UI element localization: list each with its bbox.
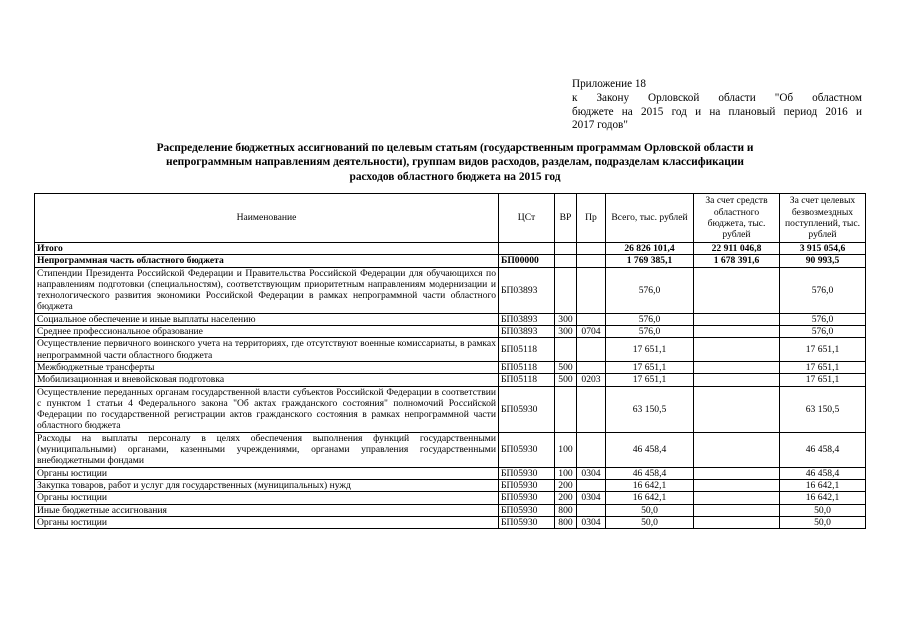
row-name: Стипендии Президента Российской Федерации и Правительства Российской Федерации для обучающихся по направлениям подготовки (специальностям), соответствующим приоритетным направлениям модернизации и технологического развития экономики Российской Федерации в рамках непрограммной части областного бюджета bbox=[35, 267, 499, 313]
row-name: Межбюджетные трансферты bbox=[35, 361, 499, 373]
row-pr bbox=[577, 361, 606, 373]
row-regional: 22 911 046,8 bbox=[694, 243, 780, 255]
row-cst: БП00000 bbox=[499, 255, 555, 267]
row-total: 17 651,1 bbox=[606, 361, 694, 373]
row-cst bbox=[499, 243, 555, 255]
row-regional bbox=[694, 326, 780, 338]
row-regional bbox=[694, 386, 780, 432]
row-targeted: 90 993,5 bbox=[780, 255, 866, 267]
row-regional bbox=[694, 313, 780, 325]
row-total: 1 769 385,1 bbox=[606, 255, 694, 267]
table-row bbox=[35, 313, 866, 325]
row-vr: 300 bbox=[555, 326, 577, 338]
row-name: Социальное обеспечение и иные выплаты населению bbox=[35, 313, 499, 325]
row-total: 50,0 bbox=[606, 504, 694, 516]
row-name: Осуществление первичного воинского учета на территориях, где отсутствуют военные комиссариаты, в рамках непрограммной части областного бюджета bbox=[35, 338, 499, 362]
row-regional bbox=[694, 374, 780, 386]
row-name: Среднее профессиональное образование bbox=[35, 326, 499, 338]
row-pr bbox=[577, 267, 606, 313]
row-cst: БП05930 bbox=[499, 386, 555, 432]
table-row bbox=[35, 386, 866, 432]
row-name: Непрограммная часть областного бюджета bbox=[35, 255, 499, 267]
row-total: 26 826 101,4 bbox=[606, 243, 694, 255]
row-pr: 0704 bbox=[577, 326, 606, 338]
header-regional-funds: За счет средств областного бюджета, тыс. рублей bbox=[694, 194, 780, 243]
row-pr: 0304 bbox=[577, 492, 606, 504]
document-title bbox=[60, 141, 850, 184]
table-row bbox=[35, 432, 866, 467]
row-regional bbox=[694, 338, 780, 362]
row-cst: БП05118 bbox=[499, 361, 555, 373]
row-cst: БП03893 bbox=[499, 313, 555, 325]
row-targeted: 50,0 bbox=[780, 516, 866, 528]
row-vr: 200 bbox=[555, 492, 577, 504]
row-vr bbox=[555, 255, 577, 267]
row-pr bbox=[577, 479, 606, 491]
row-pr bbox=[577, 386, 606, 432]
row-pr bbox=[577, 338, 606, 362]
row-targeted: 63 150,5 bbox=[780, 386, 866, 432]
table-row bbox=[35, 516, 866, 528]
appendix-law-line-1: к Закону Орловской области "Об областном bbox=[572, 91, 862, 104]
appendix-law-line-3: 2017 годов" bbox=[572, 119, 628, 132]
row-cst: БП05930 bbox=[499, 432, 555, 467]
row-name: Осуществление переданных органам государственной власти субъектов Российской Федерации в соответствии с пунктом 1 статьи 4 Федерального закона "Об актах гражданского состояния" полномочий Российской Федерации по государственной регистрации актов гражданского состояния в рамках непрограммной части областного бюджета bbox=[35, 386, 499, 432]
row-total: 16 642,1 bbox=[606, 492, 694, 504]
row-name: Иные бюджетные ассигнования bbox=[35, 504, 499, 516]
row-total: 576,0 bbox=[606, 326, 694, 338]
row-total: 46 458,4 bbox=[606, 467, 694, 479]
row-pr: 0304 bbox=[577, 467, 606, 479]
title-line-3: расходов областного бюджета на 2015 год bbox=[349, 170, 561, 183]
row-total: 17 651,1 bbox=[606, 374, 694, 386]
table-row bbox=[35, 467, 866, 479]
header-total: Всего, тыс. рублей bbox=[606, 194, 694, 243]
row-pr: 0304 bbox=[577, 516, 606, 528]
row-name: Органы юстиции bbox=[35, 492, 499, 504]
row-vr bbox=[555, 338, 577, 362]
table-row bbox=[35, 338, 866, 362]
table-row bbox=[35, 255, 866, 267]
header-name: Наименование bbox=[35, 194, 499, 243]
row-vr: 100 bbox=[555, 467, 577, 479]
title-line-1: Распределение бюджетных ассигнований по целевым статьям (государственным программам Орловской области и bbox=[156, 142, 754, 154]
table-row bbox=[35, 326, 866, 338]
header-targeted-funds: За счет целевых безвозмездных поступлений, тыс. рублей bbox=[780, 194, 866, 243]
table-row bbox=[35, 243, 866, 255]
table-header-row bbox=[35, 194, 866, 243]
row-cst: БП03893 bbox=[499, 267, 555, 313]
appendix-note bbox=[572, 78, 862, 133]
row-targeted: 17 651,1 bbox=[780, 338, 866, 362]
row-cst: БП03893 bbox=[499, 326, 555, 338]
row-name: Органы юстиции bbox=[35, 516, 499, 528]
row-vr bbox=[555, 243, 577, 255]
row-cst: БП05118 bbox=[499, 374, 555, 386]
row-targeted: 46 458,4 bbox=[780, 432, 866, 467]
row-pr bbox=[577, 313, 606, 325]
row-pr: 0203 bbox=[577, 374, 606, 386]
row-total: 17 651,1 bbox=[606, 338, 694, 362]
row-total: 16 642,1 bbox=[606, 479, 694, 491]
row-pr bbox=[577, 504, 606, 516]
row-vr: 500 bbox=[555, 374, 577, 386]
appendix-law-line-2: бюджете на 2015 год и на плановый период 2016 и bbox=[572, 105, 862, 118]
row-name: Закупка товаров, работ и услуг для государственных (муниципальных) нужд bbox=[35, 479, 499, 491]
row-targeted: 17 651,1 bbox=[780, 374, 866, 386]
row-targeted: 50,0 bbox=[780, 504, 866, 516]
row-pr bbox=[577, 255, 606, 267]
row-vr: 200 bbox=[555, 479, 577, 491]
row-vr: 800 bbox=[555, 504, 577, 516]
row-targeted: 16 642,1 bbox=[780, 479, 866, 491]
header-cst: ЦСт bbox=[499, 194, 555, 243]
row-total: 63 150,5 bbox=[606, 386, 694, 432]
table-row bbox=[35, 361, 866, 373]
row-cst: БП05930 bbox=[499, 467, 555, 479]
row-targeted: 576,0 bbox=[780, 267, 866, 313]
budget-allocation-table bbox=[34, 193, 866, 529]
row-vr: 800 bbox=[555, 516, 577, 528]
row-cst: БП05930 bbox=[499, 504, 555, 516]
table-row bbox=[35, 479, 866, 491]
row-targeted: 576,0 bbox=[780, 326, 866, 338]
row-cst: БП05930 bbox=[499, 492, 555, 504]
row-regional bbox=[694, 504, 780, 516]
row-total: 50,0 bbox=[606, 516, 694, 528]
row-pr bbox=[577, 432, 606, 467]
row-regional bbox=[694, 479, 780, 491]
row-cst: БП05930 bbox=[499, 479, 555, 491]
row-cst: БП05930 bbox=[499, 516, 555, 528]
row-vr bbox=[555, 386, 577, 432]
table-row bbox=[35, 492, 866, 504]
row-name: Итого bbox=[35, 243, 499, 255]
header-vr: ВР bbox=[555, 194, 577, 243]
row-total: 576,0 bbox=[606, 313, 694, 325]
row-total: 46 458,4 bbox=[606, 432, 694, 467]
table-row bbox=[35, 374, 866, 386]
appendix-number: Приложение 18 bbox=[572, 78, 647, 90]
row-vr bbox=[555, 267, 577, 313]
row-targeted: 3 915 054,6 bbox=[780, 243, 866, 255]
row-targeted: 16 642,1 bbox=[780, 492, 866, 504]
row-vr: 500 bbox=[555, 361, 577, 373]
row-regional bbox=[694, 267, 780, 313]
row-regional: 1 678 391,6 bbox=[694, 255, 780, 267]
row-regional bbox=[694, 467, 780, 479]
title-line-2: непрограммным направлениям деятельности), группам видов расходов, разделам, подразделам классификации bbox=[166, 156, 744, 169]
row-vr: 100 bbox=[555, 432, 577, 467]
row-regional bbox=[694, 516, 780, 528]
row-vr: 300 bbox=[555, 313, 577, 325]
row-name: Мобилизационная и вневойсковая подготовка bbox=[35, 374, 499, 386]
row-pr bbox=[577, 243, 606, 255]
row-name: Органы юстиции bbox=[35, 467, 499, 479]
row-targeted: 576,0 bbox=[780, 313, 866, 325]
row-total: 576,0 bbox=[606, 267, 694, 313]
row-targeted: 46 458,4 bbox=[780, 467, 866, 479]
row-targeted: 17 651,1 bbox=[780, 361, 866, 373]
row-name: Расходы на выплаты персоналу в целях обеспечения выполнения функций государственными (муниципальными) органами, казенными учреждениями, органами управления государственными внебюджетными фондами bbox=[35, 432, 499, 467]
header-pr: Пр bbox=[577, 194, 606, 243]
row-regional bbox=[694, 432, 780, 467]
table-row bbox=[35, 267, 866, 313]
row-regional bbox=[694, 361, 780, 373]
row-regional bbox=[694, 492, 780, 504]
table-row bbox=[35, 504, 866, 516]
row-cst: БП05118 bbox=[499, 338, 555, 362]
